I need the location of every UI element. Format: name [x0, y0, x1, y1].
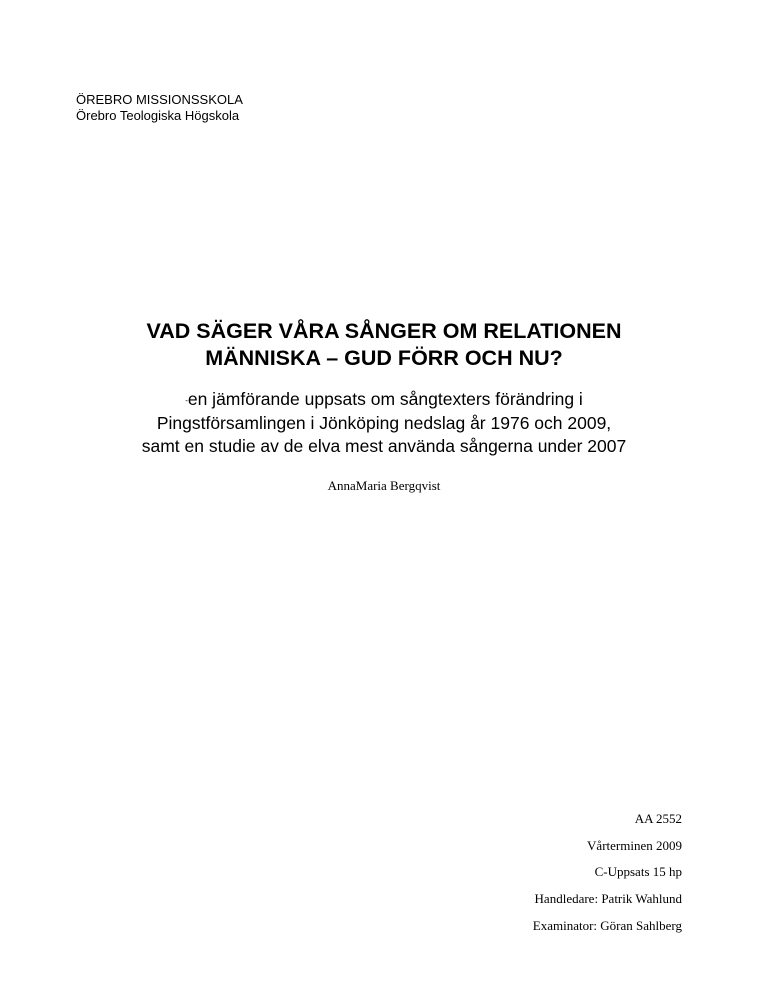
- institution-subname: Örebro Teologiska Högskola: [76, 108, 240, 123]
- course-code: AA 2552: [634, 811, 682, 826]
- examiner: Examinator: Göran Sahlberg: [532, 917, 682, 933]
- subtitle-line-1-text: en jämförande uppsats om sångtexters förändring i: [187, 389, 583, 409]
- document-title: [0, 318, 768, 372]
- thesis-meta-block: [533, 806, 682, 940]
- supervisor: Handledare: Patrik Wahlund: [534, 891, 682, 907]
- author-name: AnnaMaria Bergqvist: [327, 478, 441, 493]
- title-line-2: MÄNNISKA – GUD FÖRR OCH NU?: [205, 346, 563, 370]
- course-level: C-Uppsats 15 hp: [594, 864, 682, 880]
- title-line-1: VAD SÄGER VÅRA SÅNGER OM RELATIONEN: [146, 319, 622, 343]
- term: Vårterminen 2009: [587, 837, 682, 853]
- subtitle-line-1: [0, 388, 768, 412]
- subtitle-line-3: samt en studie av de elva mest använda sångerna under 2007: [141, 436, 627, 456]
- institution-block: [76, 92, 243, 124]
- document-subtitle: [0, 388, 768, 458]
- subtitle-line-2: Pingstförsamlingen i Jönköping nedslag år 1976 och 2009,: [156, 413, 612, 433]
- institution-name: ÖREBRO MISSIONSSKOLA: [76, 92, 243, 107]
- subtitle-dash: -: [185, 396, 188, 405]
